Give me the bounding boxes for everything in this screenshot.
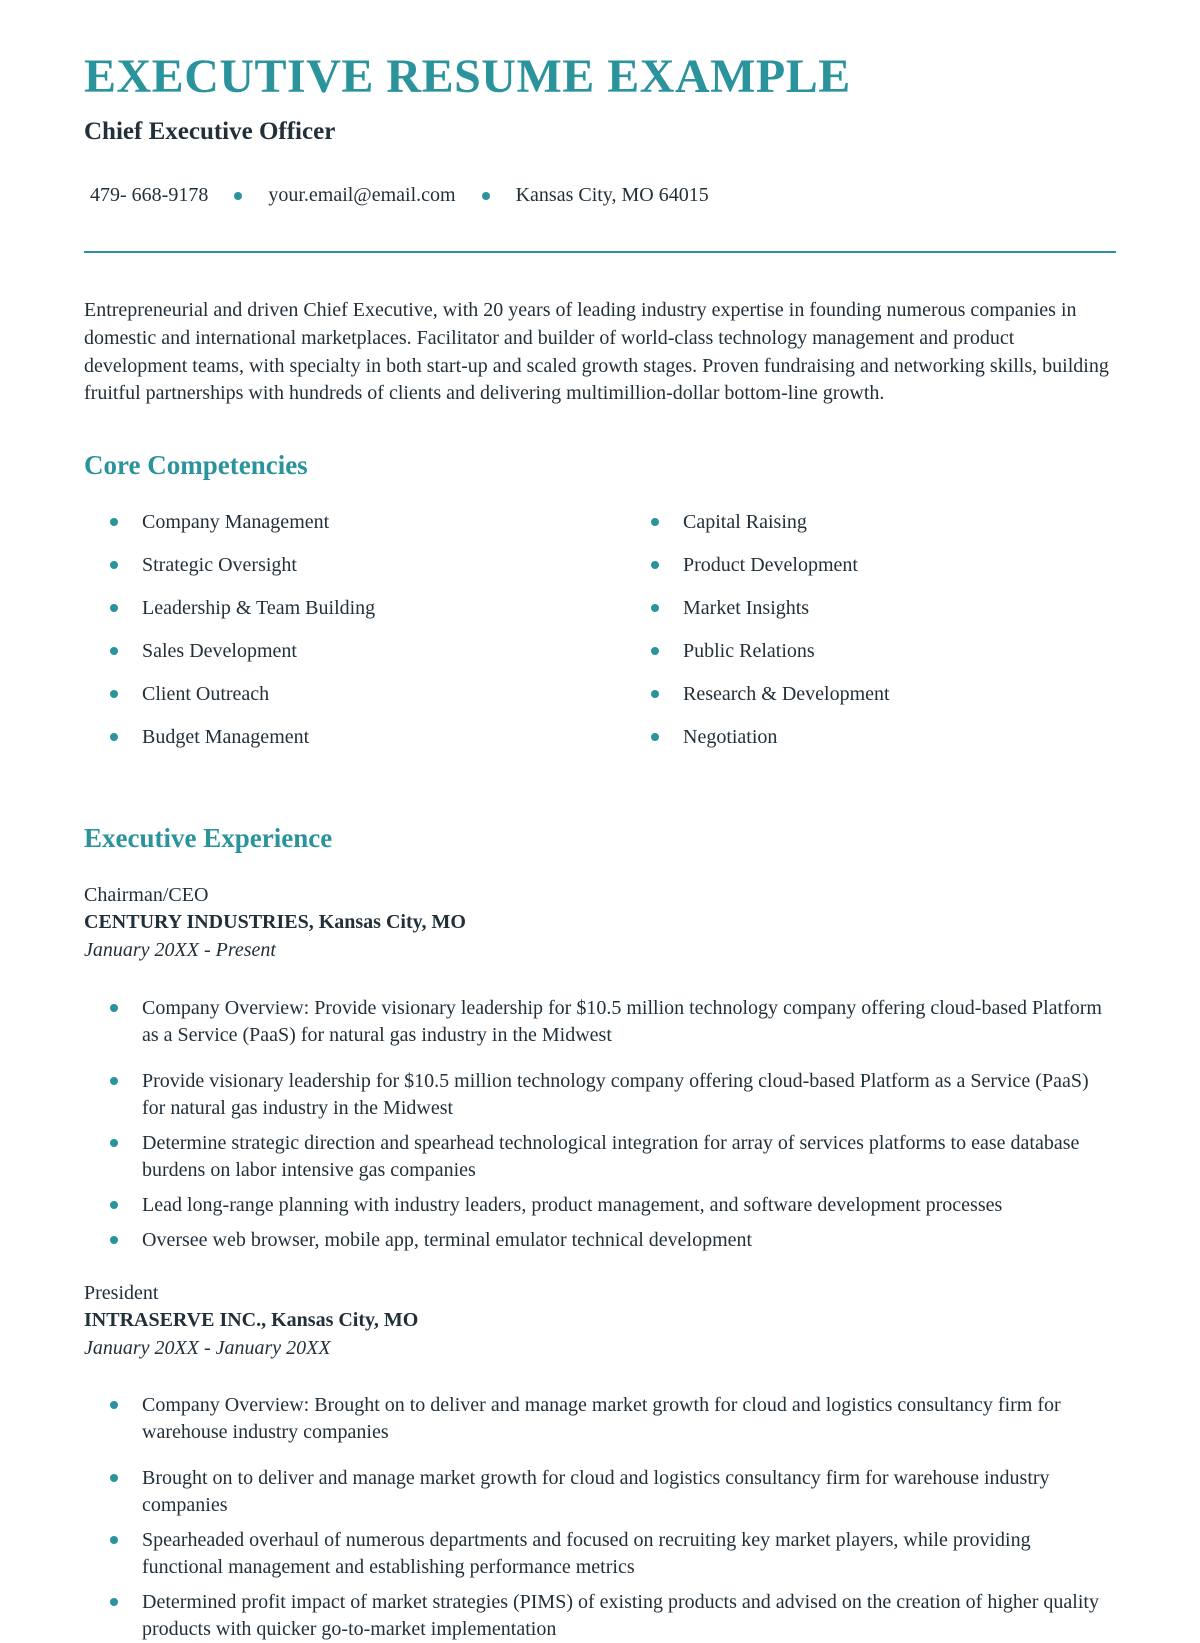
competency-list-left bbox=[84, 509, 625, 767]
separator-dot-icon bbox=[234, 192, 242, 200]
list-item: Negotiation bbox=[651, 724, 1116, 751]
job-dates: January 20XX - January 20XX bbox=[84, 1336, 331, 1359]
list-item: Leadership & Team Building bbox=[110, 595, 625, 622]
list-item: Product Development bbox=[651, 552, 1116, 579]
list-item: Provide visionary leadership for $10.5 million technology company offering cloud-based Platform as a Service (PaaS) for natural gas industry in the Midwest bbox=[110, 1068, 1116, 1122]
list-item: Market Insights bbox=[651, 595, 1116, 622]
list-item: Determined profit impact of market strategies (PIMS) of existing products and advised on the creation of higher quality products with quicker go-to-market implementation bbox=[110, 1589, 1116, 1643]
list-item: Company Overview: Brought on to deliver and manage market growth for cloud and logistics consultancy firm for warehouse industry companies bbox=[110, 1392, 1116, 1446]
separator-dot-icon bbox=[482, 192, 490, 200]
job-bullet-list bbox=[84, 995, 1116, 1254]
resume-subtitle: Chief Executive Officer bbox=[84, 118, 336, 146]
job-title: Chairman/CEO bbox=[84, 883, 209, 906]
list-item: Lead long-range planning with industry leaders, product management, and software development processes bbox=[110, 1192, 1116, 1219]
job-entry-century-industries bbox=[84, 882, 1116, 1254]
competency-list-right bbox=[625, 509, 1116, 767]
core-competencies-grid bbox=[84, 509, 1116, 767]
header-divider bbox=[84, 251, 1116, 253]
list-item: Determine strategic direction and spearhead technological integration for array of services platforms to ease database burdens on labor intensive gas companies bbox=[110, 1130, 1116, 1184]
list-item: Spearheaded overhaul of numerous departments and focused on recruiting key market players, while providing functional management and establishing performance metrics bbox=[110, 1527, 1116, 1581]
list-item: Research & Development bbox=[651, 681, 1116, 708]
list-item: Company Management bbox=[110, 509, 625, 536]
summary-paragraph: Entrepreneurial and driven Chief Executive, with 20 years of leading industry expertise in founding numerous companies in domestic and international marketplaces. Facilitator and builder of world-class technology management and product development teams, with specialty in both start-up and scaled growth stages. Proven fundraising and networking skills, building fruitful partnerships with hundreds of clients and delivering multimillion-dollar bottom-line growth. bbox=[84, 299, 1109, 405]
job-dates: January 20XX - Present bbox=[84, 938, 276, 961]
list-item: Strategic Oversight bbox=[110, 552, 625, 579]
list-item: Capital Raising bbox=[651, 509, 1116, 536]
resume-title: EXECUTIVE RESUME EXAMPLE bbox=[84, 50, 851, 103]
section-heading-core-competencies: Core Competencies bbox=[84, 449, 308, 480]
list-item: Budget Management bbox=[110, 724, 625, 751]
contact-location: Kansas City, MO 64015 bbox=[515, 184, 709, 207]
list-item: Public Relations bbox=[651, 638, 1116, 665]
contact-email: your.email@email.com bbox=[268, 184, 456, 207]
section-heading-executive-experience: Executive Experience bbox=[84, 822, 333, 853]
list-item: Client Outreach bbox=[110, 681, 625, 708]
job-title: President bbox=[84, 1281, 159, 1304]
job-bullet-list bbox=[84, 1392, 1116, 1643]
resume-header bbox=[84, 52, 1116, 253]
job-company: CENTURY INDUSTRIES, Kansas City, MO bbox=[84, 911, 466, 934]
list-item: Sales Development bbox=[110, 638, 625, 665]
contact-phone: 479- 668-9178 bbox=[90, 184, 209, 207]
list-item: Brought on to deliver and manage market growth for cloud and logistics consultancy firm for warehouse industry companies bbox=[110, 1465, 1116, 1519]
job-company: INTRASERVE INC., Kansas City, MO bbox=[84, 1309, 419, 1332]
job-entry-intraserve-inc bbox=[84, 1280, 1116, 1643]
contact-row bbox=[84, 184, 1116, 207]
list-item: Company Overview: Provide visionary leadership for $10.5 million technology company offering cloud-based Platform as a Service (PaaS) for natural gas industry in the Midwest bbox=[110, 995, 1116, 1049]
list-item: Oversee web browser, mobile app, terminal emulator technical development bbox=[110, 1227, 1116, 1254]
